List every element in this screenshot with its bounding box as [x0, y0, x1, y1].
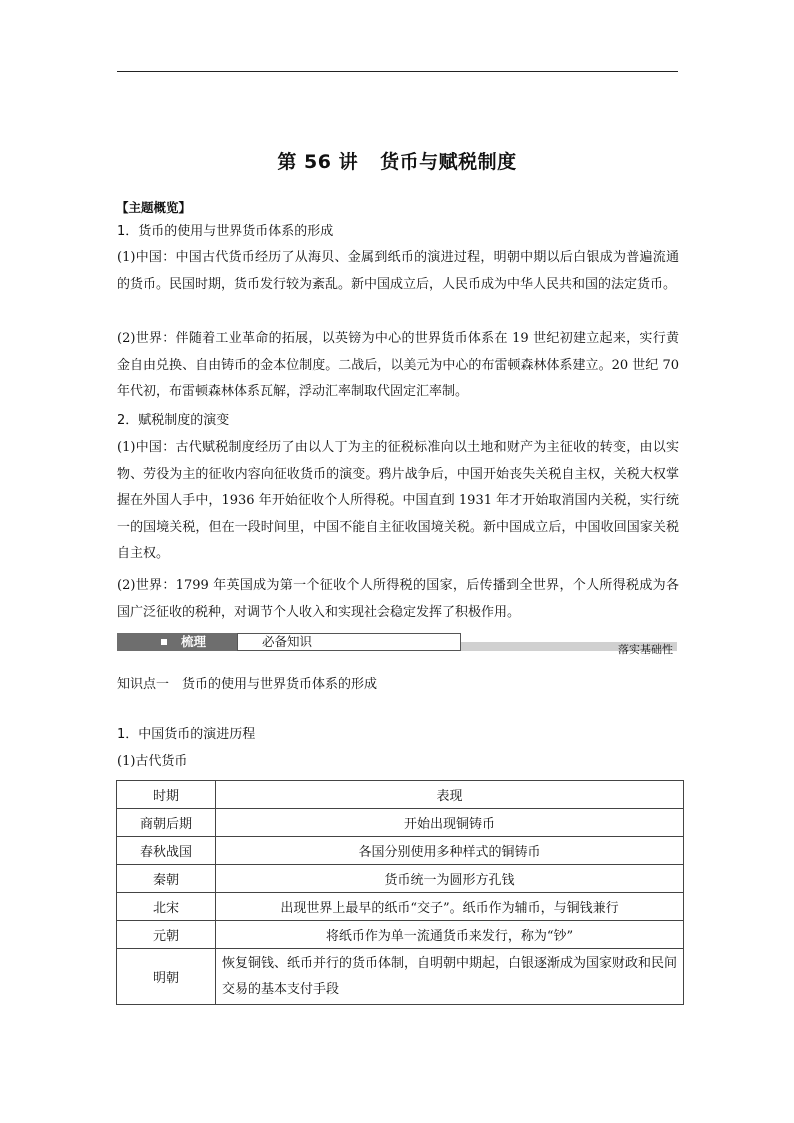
table-header-period: 时期 [117, 781, 216, 809]
knowledge-point-title: 知识点一 货币的使用与世界货币体系的形成 [117, 677, 378, 692]
section-banner [117, 633, 677, 655]
table-cell-period: 明朝 [117, 949, 216, 1005]
overview-heading: 【主题概览】 [116, 200, 192, 215]
table-cell-period: 秦朝 [117, 865, 216, 893]
banner-subtag [237, 633, 461, 651]
table-cell-feature: 将纸币作为单一流通货币来发行，称为“钞” [216, 921, 684, 949]
table-row [117, 809, 684, 837]
overview-paragraph: (1)中国：中国古代货币经历了从海贝、金属到纸币的演进过程，明朝中期以后白银成为普遍流通的货币。民国时期，货币发行较为紊乱。新中国成立后，人民币成为中华人民共和国的法定货币。 [117, 250, 679, 292]
currency-history-table [116, 780, 684, 1005]
table-cell-period: 北宋 [117, 893, 216, 921]
table-row [117, 865, 684, 893]
square-bullet-icon [161, 639, 167, 645]
sub-heading: 1．中国货币的演进历程 [117, 727, 256, 742]
lecture-number: 第 56 讲 [277, 151, 359, 173]
table-row [117, 893, 684, 921]
banner-subtag-label: 必备知识 [262, 634, 313, 649]
banner-tag-label: 梳理 [181, 634, 207, 649]
table-cell-period: 元朝 [117, 921, 216, 949]
table-cell-feature: 恢复铜钱、纸币并行的货币体制，自明朝中期起，白银逐渐成为国家财政和民间交易的基本支付手段 [216, 949, 684, 1005]
overview-paragraph: (2)世界：伴随着工业革命的拓展，以英镑为中心的世界货币体系在 19 世纪初建立起来，实行黄金自由兑换、自由铸币的金本位制度。二战后，以美元为中心的布雷顿森林体系建立。20 世纪 70 年代初，布雷顿森林体系瓦解，浮动汇率制取代固定汇率制。 [117, 331, 679, 399]
table-row [117, 837, 684, 865]
table-cell-feature: 开始出现铜铸币 [216, 809, 684, 837]
table-cell-period: 春秋战国 [117, 837, 216, 865]
overview-item-2: 2．赋税制度的演变 [117, 413, 230, 428]
page-title [0, 147, 794, 174]
table-cell-feature: 货币统一为圆形方孔钱 [216, 865, 684, 893]
overview-paragraph: (2)世界：1799 年英国成为第一个征收个人所得税的国家，后传播到全世界，个人所得税成为各国广泛征收的税种，对调节个人收入和实现社会稳定发挥了积极作用。 [117, 578, 679, 620]
table-header-row [117, 781, 684, 809]
table-row [117, 921, 684, 949]
overview-item-1: 1．货币的使用与世界货币体系的形成 [117, 224, 334, 239]
table-row [117, 949, 684, 1005]
header-rule [117, 71, 678, 72]
table-header-feature: 表现 [216, 781, 684, 809]
table-cell-feature: 各国分别使用多种样式的铜铸币 [216, 837, 684, 865]
banner-right-label: 落实基础性 [618, 643, 673, 656]
lecture-name: 货币与赋税制度 [380, 151, 517, 173]
table-cell-feature: 出现世界上最早的纸币“交子”。纸币作为辅币，与铜钱兼行 [216, 893, 684, 921]
sub-sub-heading: (1)古代货币 [117, 754, 188, 769]
banner-tag [117, 633, 237, 651]
overview-paragraph: (1)中国：古代赋税制度经历了由以人丁为主的征税标准向以土地和财产为主征收的转变，由以实物、劳役为主的征收内容向征收货币的演变。鸦片战争后，中国开始丧失关税自主权，关税大权掌握在外国人手中，1936 年开始征收个人所得税。中国直到 1931 年才开始取消国内关税，实行统一的国境关税，但在一段时间里，中国不能自主征收国境关税。新中国成立后，中国收回国家关税自主权。 [117, 440, 679, 561]
table-cell-period: 商朝后期 [117, 809, 216, 837]
